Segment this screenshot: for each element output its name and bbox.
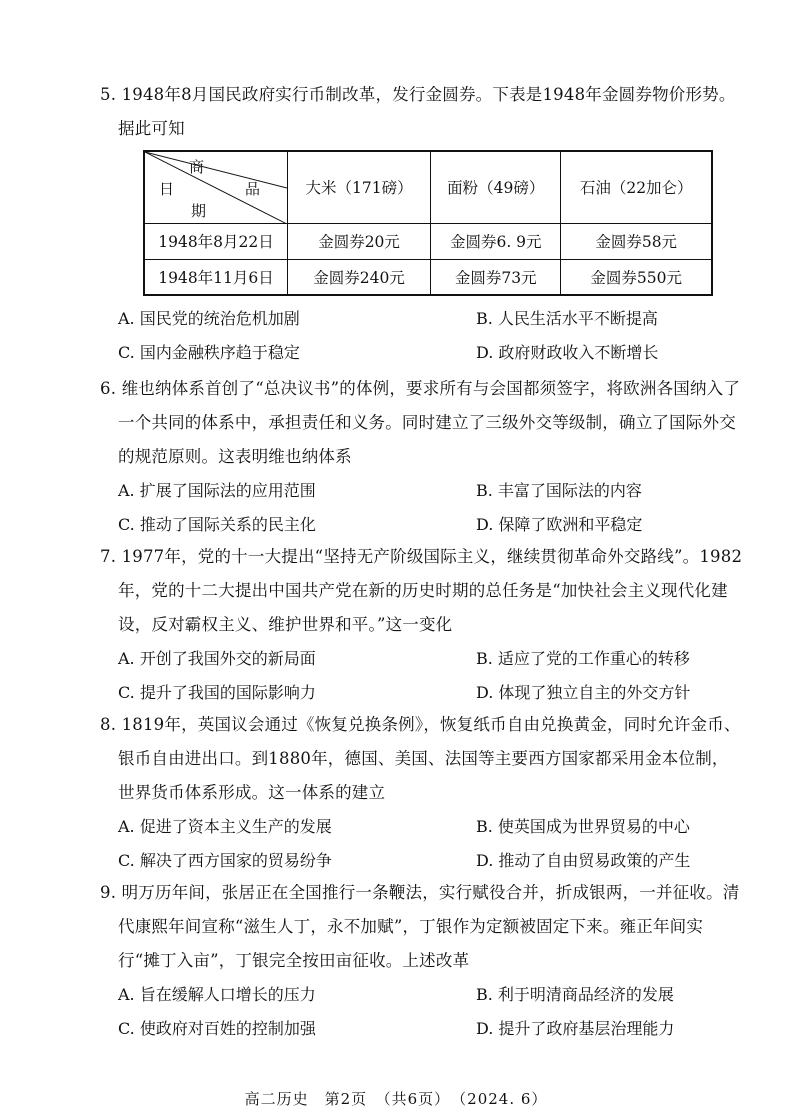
question-7 [100,540,745,710]
q9-option-a[interactable]: A. 旨在缓解人口增长的压力 [118,985,316,1004]
table-row [144,223,712,259]
q5-option-c[interactable]: C. 国内金融秩序趋于稳定 [118,343,300,362]
page-footer: 高二历史 第2页 （共6页） （2024. 6） [244,1090,548,1108]
q7-option-c[interactable]: C. 提升了我国的国际影响力 [118,683,316,702]
question-8-stem: 8. 1819年，英国议会通过《恢复兑换条例》，恢复纸币自由兑换黄金，同时允许金币、银币自由进出口。到1880年，德国、美国、法国等主要西方国家都采用金本位制，世界货币体系形成。这一体系的建立 [100,715,741,802]
q8-option-d[interactable]: D. 推动了自由贸易政策的产生 [476,851,691,870]
q9-option-d[interactable]: D. 提升了政府基层治理能力 [476,1019,675,1038]
row-date: 1948年8月22日 [144,223,288,259]
corner-label-top: 商 [189,158,205,176]
row-date: 1948年11月6日 [144,259,288,295]
table-row [144,259,712,295]
q9-option-b[interactable]: B. 利于明清商品经济的发展 [476,985,674,1004]
question-5-stem: 5. 1948年8月国民政府实行币制改革，发行金圆券。下表是1948年金圆券物价形势。据此可知 [100,85,736,138]
column-header: 面粉（49磅） [431,151,561,223]
question-8 [100,708,745,878]
q6-option-c[interactable]: C. 推动了国际关系的民主化 [118,515,316,534]
q6-option-a[interactable]: A. 扩展了国际法的应用范围 [118,481,316,500]
question-7-stem: 7. 1977年，党的十一大提出“坚持无产阶级国际主义，继续贯彻革命外交路线”。1982年，党的十二大提出中国共产党在新的历史时期的总任务是“加快社会主义现代化建设，反对霸权主义、维护世界和平。”这一变化 [100,547,743,634]
column-header: 石油（22加仑） [561,151,712,223]
question-6-stem: 6. 维也纳体系首创了“总决议书”的体例，要求所有与会国都须签字，将欧洲各国纳入了一个共同的体系中，承担责任和义务。同时建立了三级外交等级制，确立了国际外交的规范原则。这表明维也纳体系 [100,379,741,466]
table-cell: 金圆券240元 [288,259,431,295]
question-5-options [100,302,745,370]
q6-option-b[interactable]: B. 丰富了国际法的内容 [476,481,642,500]
q8-option-b[interactable]: B. 使英国成为世界贸易的中心 [476,817,690,836]
question-6 [100,372,745,542]
q5-option-d[interactable]: D. 政府财政收入不断增长 [476,343,659,362]
table-cell: 金圆券58元 [561,223,712,259]
table-cell: 金圆券6. 9元 [431,223,561,259]
q8-option-a[interactable]: A. 促进了资本主义生产的发展 [118,817,332,836]
column-header: 大米（171磅） [288,151,431,223]
q7-option-a[interactable]: A. 开创了我国外交的新局面 [118,649,316,668]
corner-label-left: 日 [159,180,175,198]
question-9 [100,876,745,1046]
q5-option-b[interactable]: B. 人民生活水平不断提高 [476,309,658,328]
corner-label-right: 品 [245,180,261,198]
q5-option-a[interactable]: A. 国民党的统治危机加剧 [118,309,300,328]
table-corner-cell [144,151,288,223]
price-table [143,150,713,296]
q6-option-d[interactable]: D. 保障了欧洲和平稳定 [476,515,643,534]
q7-option-b[interactable]: B. 适应了党的工作重心的转移 [476,649,690,668]
corner-label-bottom: 期 [191,202,207,220]
q8-option-c[interactable]: C. 解决了西方国家的贸易纷争 [118,851,332,870]
question-5 [100,78,745,146]
table-cell: 金圆券20元 [288,223,431,259]
table-cell: 金圆券550元 [561,259,712,295]
q9-option-c[interactable]: C. 使政府对百姓的控制加强 [118,1019,316,1038]
question-9-stem: 9. 明万历年间，张居正在全国推行一条鞭法，实行赋役合并，折成银两，一并征收。清代康熙年间宣称“滋生人丁，永不加赋”，丁银作为定额被固定下来。雍正年间实行“摊丁入亩”，丁银完全按田亩征收。上述改革 [100,883,740,970]
q7-option-d[interactable]: D. 体现了独立自主的外交方针 [476,683,691,702]
table-cell: 金圆券73元 [431,259,561,295]
